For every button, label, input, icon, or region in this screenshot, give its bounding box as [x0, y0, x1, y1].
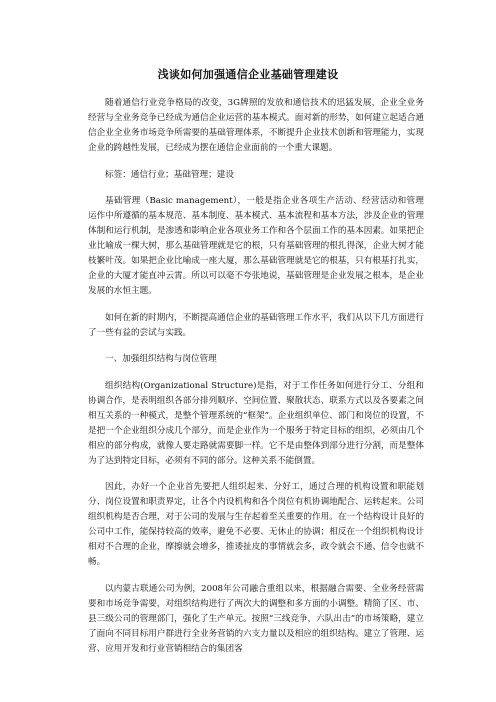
document-title: 浅谈如何加强通信企业基础管理建设 — [157, 68, 339, 81]
paragraph-transition: 如何在新的时期内，不断提高通信企业的基础管理工作水平，我们从以下几方面进行了一些有益的尝试与实践。 — [88, 312, 424, 338]
paragraph-tags: 标签：通信行业；基础管理；建设 — [105, 169, 234, 180]
paragraph-structure: 组织结构(Organizational Structure)是指，对于工作任务如何进行分工、分组和协调合作，是表明组织各部分排列顺序、空间位置、聚散状态、联系方式以及各要素之间相互关系的一种模式，是整个管理系统的“框架”。企业组织单位、部门和岗位的设置，不是把一个企业组织分成几个部分，而是企业作为一个服务于特定目标的组织，必须由几个相应的部分构成，就像人要走路就需要脚一样。它不是由整体到部分进行分割，而是整体为了达到特定目标，必须有不同的部分。这种关系不能倒置。 — [88, 380, 424, 466]
document-body — [88, 96, 424, 668]
section-heading: 一、加强组织结构与岗位管理 — [105, 354, 217, 364]
paragraph-therefore: 因此，办好一个企业首先要把人组织起来、分好工，通过合理的机构设置和职能划分、岗位设置和职责界定，让各个内设机构和各个岗位有机协调地配合、运转起来。公司组织机构是否合理，对于公司的发展与生存起着至关重要的作用。在一个结构设计良好的公司中工作，能保持较高的效率，避免不必要、无休止的协调；相反在一个组织机构设计相对不合理的企业，摩擦就会增多，推诿扯皮的事情就会多，政令就会不通、信令也就不畅。 — [88, 482, 424, 567]
paragraph-definition: 基础管理（Basic management），一般是指企业各项生产活动、经营活动和管理运作中所遵循的基本规范、基本制度、基本模式、基本流程和基本方法，涉及企业的管理体制和运行机制，是渗透和影响企业各项业务工作和各个层面工作的基本因素。如果把企业比喻成一棵大树，那么基础管理就是它的根，只有基础管理的根扎得深，企业大树才能枝繁叶茂。如果把企业比喻成一座大厦，那么基础管理就是它的根基，只有根基打扎实，企业的大厦才能直冲云霄。所以可以毫不夸张地说，基础管理是企业发展之根本，是企业发展的水恒主题。 — [88, 196, 424, 296]
paragraph-intro: 随着通信行业竞争格局的改变，3G牌照的发放和通信技术的迅猛发展，企业全业务经营与全业务竞争已经成为通信企业运营的基本模式。面对新的形势，如何建立起适合通信企业全业务市场竞争所需要的基础管理体系，不断提升企业技术创新和管理能力，实现企业的跨越性发展，已经成为摆在通信企业面前的一个重大课题。 — [88, 98, 424, 153]
paragraph-example: 以内蒙古联通公司为例，2008年公司融合重组以来，根据融合需要、全业务经营需要和市场竞争需要，对组织结构进行了两次大的调整和多方面的小调整。精简了区、市、县三级公司的管理部门，强化了生产单元。按照“三线竞争，六队出击”的市场策略，建立了面向不同目标用户群进行全业务营销的六支力量以及相应的组织结构。建立了管理、运营、应用开发和行业营销相结合的集团客 — [88, 583, 424, 654]
